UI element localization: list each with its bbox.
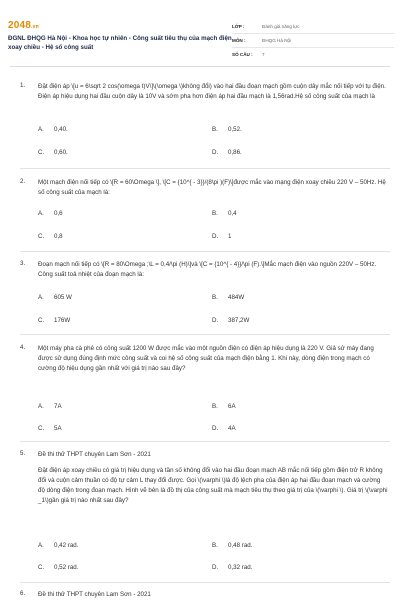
question-divider	[20, 251, 390, 252]
meta-value: ĐHQG Hà Nội	[262, 38, 292, 43]
question-text: Đặt điện áp \[u = 6\sqrt 2 cos(\omega t)V\]\(\omega \)không đổi) vào hai đầu đoạn mạch gồm cuộn dây mắc nối tiếp với tụ điện. Điện áp hiệu dụng hai đầu cuộn dây là 10V và sớm pha hơn điện áp hai đầu mạch là 1,56rad.Hệ số công suất của mạch là	[38, 83, 386, 100]
question-text: Đặt điện áp xoay chiều có giá trị hiệu dụng và tần số không đổi vào hai đầu đoạn mạch AB mắc nối tiếp gồm điện trở R không đổi và cuộn cảm thuần có độ tự cảm L thay đổi được. Gọi \(\varphi \)là độ lệch pha của điện áp hai đầu đoạn mạch và cường độ dòng điện trong đoạn mạch. Hình vẽ bên là đồ thị của công suất mà mạch tiêu thụ theo giá trị của \(\varphi \). Giá trị \(\varphi _1\)gần giá trị nào nhất sau đây?	[38, 467, 388, 504]
option-b[interactable]: B. 0,52.	[212, 126, 242, 133]
question-1	[20, 82, 388, 162]
option-c[interactable]: C. 0,60.	[38, 149, 68, 156]
document-title: ĐGNL ĐHQG Hà Nội - Khoa học tự nhiên - Công suất tiêu thụ của mạch điện xoay chiều - Hệ số công suất	[8, 35, 232, 51]
option-a[interactable]: A. 0,40.	[38, 126, 68, 133]
option-c[interactable]: C. 176W	[38, 317, 71, 324]
option-d[interactable]: D. 4A	[212, 425, 236, 432]
question-6	[20, 590, 388, 600]
option-a[interactable]: A. 0,6	[38, 210, 63, 217]
meta-value: Đánh giá năng lực	[262, 24, 300, 29]
meta-row-count	[232, 48, 394, 61]
option-b[interactable]: B. 0,48 rad.	[212, 542, 253, 549]
question-4	[20, 344, 388, 434]
option-a[interactable]: A. 7A	[38, 403, 62, 410]
option-a[interactable]: A. 0,42 rad.	[38, 542, 79, 549]
meta-value: 7	[262, 52, 265, 57]
question-text: Một máy pha cà phê có công suất 1200 W được mắc vào một nguồn điện có điện áp hiệu dụng là 220 V. Giả sử máy đang được sử dụng đúng định mức công suất và coi hệ số công suất của mạch điện bằng 1. Khi này, dòng điện trong mạch có cường độ hiệu dụng gần nhất với giá trị nào sau đây?	[38, 345, 374, 372]
option-d[interactable]: D. 0,86.	[212, 149, 242, 156]
meta-row-subject	[232, 34, 394, 48]
meta-label: SỐ CÂU :	[232, 52, 253, 57]
question-number: 2.	[20, 178, 26, 185]
worksheet-header	[6, 6, 394, 64]
question-divider	[20, 441, 390, 442]
option-c[interactable]: C. 0,8	[38, 233, 63, 240]
question-number: 5.	[20, 450, 26, 457]
site-logo[interactable]: 2048.vn	[8, 20, 39, 31]
question-5	[20, 450, 388, 574]
question-number: 1.	[20, 82, 26, 89]
question-2	[20, 178, 388, 242]
option-b[interactable]: B. 484W	[212, 294, 245, 301]
option-d[interactable]: D. 0,32 rad.	[212, 564, 253, 571]
option-d[interactable]: D. 1	[212, 233, 232, 240]
option-a[interactable]: A. 605 W	[38, 294, 72, 301]
question-source: Đề thi thử THPT chuyên Lam Sơn - 2021	[38, 451, 151, 458]
question-divider	[20, 582, 390, 583]
option-d[interactable]: D. 387,2W	[212, 317, 250, 324]
meta-label: LỚP :	[232, 24, 245, 29]
option-c[interactable]: C. 0,52 rad.	[38, 564, 79, 571]
question-number: 3.	[20, 260, 26, 267]
question-source: Đề thi thử THPT chuyên Lam Sơn - 2021	[38, 591, 151, 598]
question-3	[20, 260, 388, 324]
header-divider	[10, 66, 390, 67]
question-number: 4.	[20, 344, 26, 351]
question-divider	[20, 168, 390, 169]
option-b[interactable]: B. 6A	[212, 403, 236, 410]
question-divider	[20, 334, 390, 335]
question-text: Đoạn mạch nối tiếp có \[R = 80\Omega ;\L = 0,4/\pi (H)\]và \[C = {10^{ - 4}}/\pi (F).\]Mắc mạch điện vào nguồn 220V – 50Hz. Công suất toả nhiệt của đoạn mạch là:	[38, 261, 377, 278]
meta-label: MÔN :	[232, 38, 246, 43]
option-b[interactable]: B. 0,4	[212, 210, 237, 217]
meta-table	[232, 20, 394, 61]
question-text: Một mạch điện nối tiếp có \[R = 60\Omega \], \[C = {10^{ - 3}}/(8\pi )(F)\]được mắc vào mạng điện xoay chiều 220 V – 50Hz. Hệ số công suất của mạch là:	[38, 179, 386, 196]
option-c[interactable]: C. 5A	[38, 425, 62, 432]
question-number: 6.	[20, 590, 26, 597]
meta-row-class	[232, 20, 394, 34]
